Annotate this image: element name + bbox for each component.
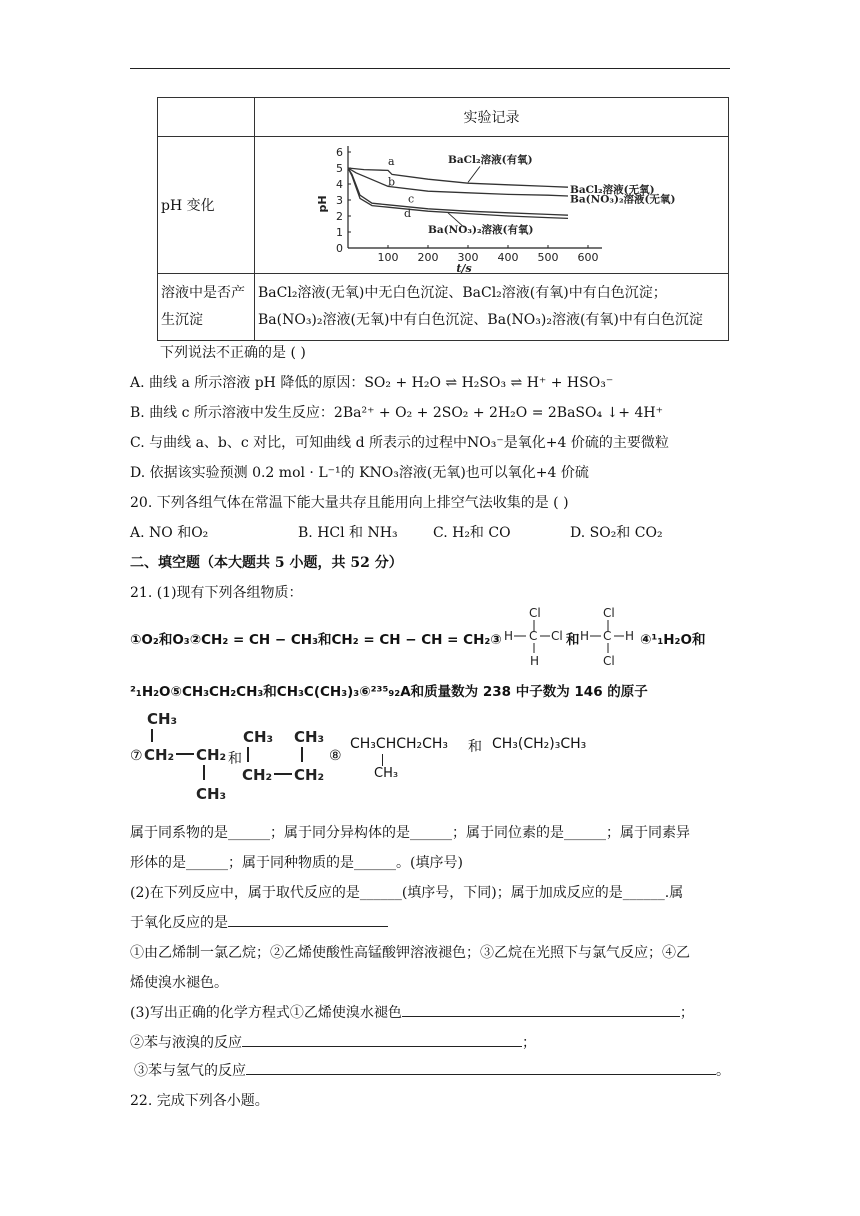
y-tick-label: 3 — [336, 194, 343, 207]
label-series-a-end: BaCl₂溶液(无氧) — [570, 183, 655, 196]
y-axis-label: pH — [316, 195, 329, 213]
q21-sub2-line2-text: 于氧化反应的是 — [130, 915, 228, 931]
q21-sub3-line3-text: ③苯与氢气的反应 — [134, 1063, 246, 1079]
q19-option-b: B. 曲线 c 所示溶液中发生反应：2Ba²⁺ + O₂ + 2SO₂ + 2H₂O = 2BaSO₄ ↓+ 4H⁺ — [130, 405, 663, 421]
item7-ch2-right: CH₂ — [196, 746, 227, 764]
series-letter-c: c — [408, 192, 415, 206]
y-tick-label: 6 — [336, 146, 343, 159]
item7-structures — [144, 702, 344, 812]
answer-blank-eq2[interactable] — [242, 1032, 522, 1047]
row-label-precipitate — [158, 274, 255, 341]
x-tick-label: 600 — [577, 251, 599, 264]
annotation-d: Ba(NO₃)₂溶液(有氧) — [428, 223, 534, 236]
row-label-line2: 生沉淀 — [161, 312, 203, 328]
series-letter-d: d — [404, 206, 412, 220]
ph-chart-cell — [255, 137, 729, 274]
series-line-a — [348, 168, 568, 187]
y-tick-label: 0 — [336, 242, 343, 255]
item8-branch: CH₃ — [374, 766, 399, 781]
q21-sub3-line2-text: ②苯与液溴的反应 — [130, 1035, 242, 1051]
item8-left-chain: CH₃CHCH₂CH₃ — [350, 736, 449, 752]
q21-sub1-line1: 属于同系物的是______；属于同分异构体的是______；属于同位素的是______；属于同素异 — [130, 825, 690, 841]
item8-branch-bond — [382, 754, 383, 766]
label-series-b-end: Ba(NO₃)₂溶液(无氧) — [570, 193, 676, 206]
row-label-ph: pH 变化 — [158, 137, 255, 274]
item7-ch3-top: CH₃ — [147, 710, 178, 728]
q20-option-a: A. NO 和O₂ — [130, 525, 209, 541]
section-title: 二、填空题（本大题共 5 小题，共 52 分） — [130, 555, 403, 571]
q21-sub1-line2: 形体的是______；属于同种物质的是______。(填序号) — [130, 855, 463, 871]
q19-option-a: A. 曲线 a 所示溶液 pH 降低的原因：SO₂ + H₂O ⇌ H₂SO₃ ⇌ H⁺ + HSO₃⁻ — [130, 375, 614, 391]
mol1-cl-top: Cl — [529, 606, 541, 620]
q21-sub3-line3-end: 。 — [716, 1063, 730, 1079]
experiment-table — [157, 97, 729, 341]
answer-blank-eq3[interactable] — [246, 1060, 716, 1075]
x-tick-label: 100 — [377, 251, 399, 264]
q21-items-line2: ²₁H₂O⑤CH₃CH₂CH₃和CH₃C(CH₃)₃⑥²³⁵₉₂A和质量数为 238 中子数为 146 的原子 — [130, 684, 648, 700]
q19-stem: 下列说法不正确的是 ( ) — [160, 345, 306, 361]
y-tick-label: 1 — [336, 226, 343, 239]
mol1-c: C — [529, 629, 538, 643]
annotation-a: BaCl₂溶液(有氧) — [448, 154, 533, 167]
q21-sub2-line2 — [130, 912, 388, 932]
annotation-a-pointer — [468, 166, 480, 182]
series-line-c — [348, 168, 568, 215]
x-tick-label: 400 — [497, 251, 519, 264]
q20-stem: 20. 下列各组气体在常温下能大量共存且能用向上排空气法收集的是 ( ) — [130, 495, 569, 511]
series-letter-a: a — [388, 154, 395, 168]
mol2-h-left: H — [580, 629, 590, 643]
ph-chart — [258, 140, 718, 275]
q21-sub2-line1: (2)在下列反应中，属于取代反应的是______(填序号，下同)；属于加成反应的是______.属 — [130, 885, 684, 901]
x-tick-label: 500 — [537, 251, 559, 264]
q21-sub3-line1-end: ； — [679, 1005, 694, 1021]
y-tick-label: 4 — [336, 178, 343, 191]
q21-and-1: 和 — [566, 632, 580, 648]
item7-ch3-a: CH₃ — [243, 728, 274, 746]
item7-ch2-left: CH₂ — [144, 746, 175, 764]
x-axis-label: t/s — [456, 262, 472, 275]
item7-ch2-a: CH₂ — [242, 766, 273, 784]
q21-items-line1b: ④¹₁H₂O和 — [640, 632, 706, 648]
mol1-cl-right: Cl — [551, 629, 563, 643]
q20-option-b: B. HCl 和 NH₃ — [298, 525, 398, 541]
q21-sub2-line3: ①由乙烯制一氯乙烷；②乙烯使酸性高锰酸钾溶液褪色；③乙烷在光照下与氯气反应；④乙 — [130, 945, 690, 961]
x-tick-label: 200 — [417, 251, 439, 264]
q21-sub3-line3 — [134, 1060, 730, 1080]
precipitate-line1: BaCl₂溶液(无氧)中无白色沉淀、BaCl₂溶液(有氧)中有白色沉淀； — [258, 285, 667, 301]
q21-items-line1a: ①O₂和O₃②CH₂ = CH − CH₃和CH₂ = CH − CH = CH₂③ — [130, 632, 502, 648]
item8-right-chain: CH₃(CH₂)₃CH₃ — [492, 736, 587, 752]
item7-ch3-bottom: CH₃ — [196, 785, 227, 803]
mol2-cl-top: Cl — [603, 606, 615, 620]
q19-option-c: C. 与曲线 a、b、c 对比，可知曲线 d 所表示的过程中NO₃⁻是氧化+4 价硫的主要微粒 — [130, 435, 669, 451]
precipitate-line2: Ba(NO₃)₂溶液(无氧)中有白色沉淀、Ba(NO₃)₂溶液(有氧)中有白色沉淀 — [258, 312, 703, 328]
q21-sub3-line2-end: ； — [522, 1035, 536, 1051]
q21-item7-label: ⑦ — [130, 748, 143, 764]
mol2-c: C — [603, 629, 612, 643]
item8-and: 和 — [468, 739, 482, 755]
mol1-h-left: H — [504, 629, 514, 643]
answer-blank-eq1[interactable] — [402, 1002, 680, 1017]
mol2-cl-bottom: Cl — [603, 654, 615, 668]
item7-ch2-b: CH₂ — [294, 766, 325, 784]
mol2-h-right: H — [625, 629, 635, 643]
series-letter-b: b — [388, 175, 396, 189]
table-corner-cell — [158, 98, 255, 137]
q20-option-c: C. H₂和 CO — [433, 525, 511, 541]
q21-item7-and: 和 — [228, 751, 242, 767]
x-tick-label: 300 — [457, 251, 479, 264]
precipitate-cell — [255, 274, 729, 341]
q22-stem: 22. 完成下列各小题。 — [130, 1093, 269, 1109]
q21-item8-label: ⑧ — [329, 748, 342, 764]
row-label-line1: 溶液中是否产 — [161, 285, 245, 301]
mol1-h-bottom: H — [530, 654, 540, 668]
answer-blank-oxidation[interactable] — [228, 912, 388, 927]
y-tick-label: 2 — [336, 210, 343, 223]
table-header: 实验记录 — [255, 98, 729, 137]
q21-sub2-line4: 烯使溴水褪色。 — [130, 975, 228, 991]
header-rule — [130, 68, 730, 69]
q20-option-d: D. SO₂和 CO₂ — [570, 525, 663, 541]
y-tick-label: 5 — [336, 162, 343, 175]
item7-ch3-b: CH₃ — [294, 728, 325, 746]
q21-sub3-line1-text: (3)写出正确的化学方程式①乙烯使溴水褪色 — [130, 1005, 402, 1021]
q21-stem: 21. (1)现有下列各组物质： — [130, 585, 303, 601]
q21-sub3-line2 — [130, 1032, 536, 1052]
q21-sub3-line1 — [130, 1002, 694, 1022]
q19-option-d: D. 依据该实验预测 0.2 mol · L⁻¹的 KNO₃溶液(无氧)也可以氧化+4 价硫 — [130, 465, 589, 481]
